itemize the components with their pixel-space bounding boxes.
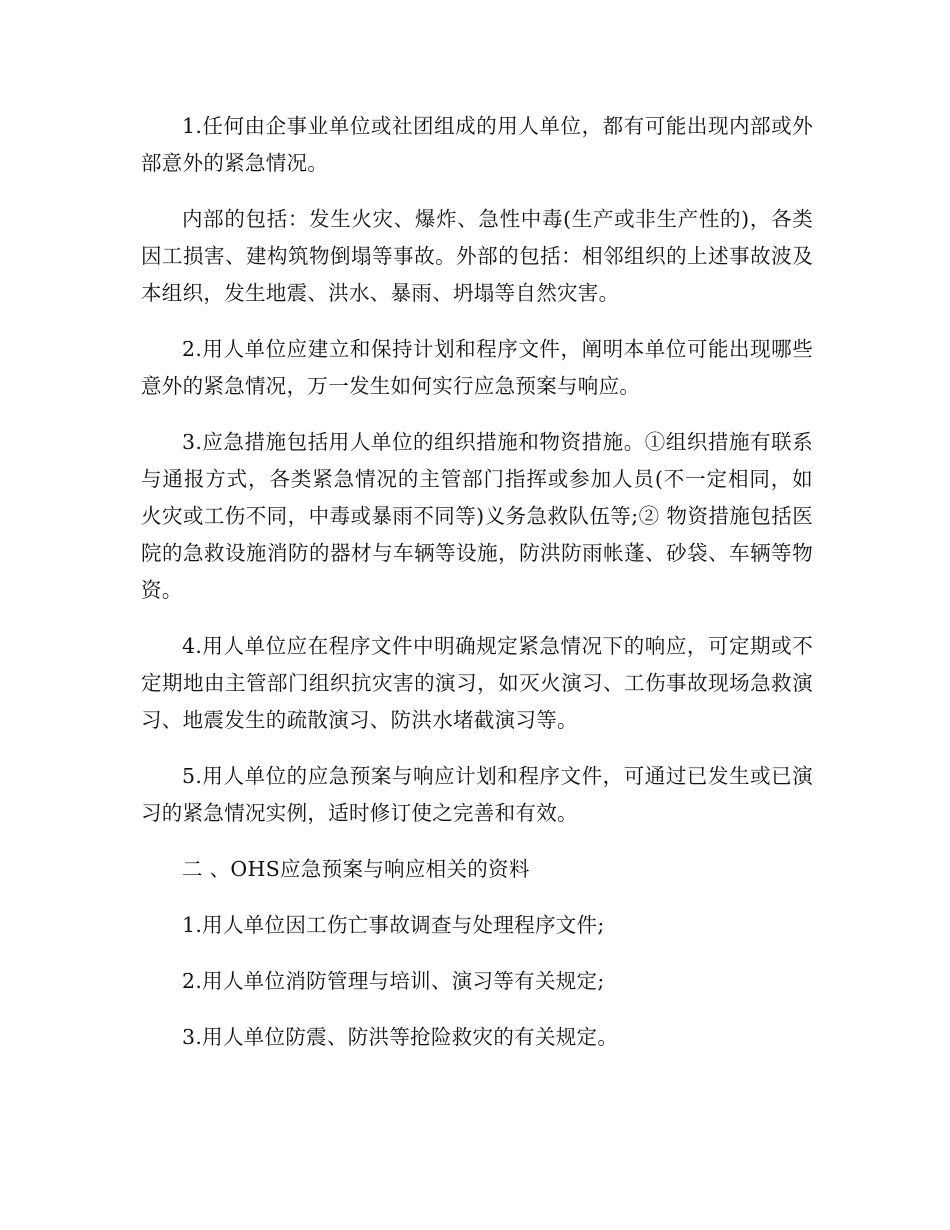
document-body	[141, 108, 813, 1075]
list-item-1: 1.用人单位因工伤亡事故调查与处理程序文件;	[182, 913, 605, 937]
paragraph-4: 3.应急措施包括用人单位的组织措施和物资措施。①组织措施有联系与通报方式，各类紧急情况的主管部门指挥或参加人员(不一定相同，如火灾或工伤不同，中毒或暴雨不同等)义务急救队伍等;② 物资措施包括医院的急救设施消防的器材与车辆等设施，防洪防雨帐蓬、砂袋、车辆等物资。	[141, 430, 813, 602]
list-item-2: 2.用人单位消防管理与培训、演习等有关规定;	[182, 969, 605, 993]
paragraph-3: 2.用人单位应建立和保持计划和程序文件，阐明本单位可能出现哪些意外的紧急情况，万一发生如何实行应急预案与响应。	[141, 337, 813, 398]
section-heading: 二 、OHS应急预案与响应相关的资料	[182, 857, 530, 881]
paragraph-5: 4.用人单位应在程序文件中明确规定紧急情况下的响应，可定期或不定期地由主管部门组织抗灾害的演习，如灭火演习、工伤事故现场急救演习、地震发生的疏散演习、防洪水堵截演习等。	[141, 634, 813, 732]
list-item-3: 3.用人单位防震、防洪等抢险救灾的有关规定。	[182, 1025, 619, 1049]
paragraph-6: 5.用人单位的应急预案与响应计划和程序文件，可通过已发生或已演习的紧急情况实例，适时修订使之完善和有效。	[141, 764, 813, 825]
paragraph-2: 内部的包括：发生火灾、爆炸、急性中毒(生产或非生产性的)，各类因工损害、建构筑物倒塌等事故。外部的包括：相邻组织的上述事故波及本组织，发生地震、洪水、暴雨、坍塌等自然灾害。	[141, 207, 813, 305]
paragraph-1: 1.任何由企事业单位或社团组成的用人单位，都有可能出现内部或外部意外的紧急情况。	[141, 114, 813, 175]
